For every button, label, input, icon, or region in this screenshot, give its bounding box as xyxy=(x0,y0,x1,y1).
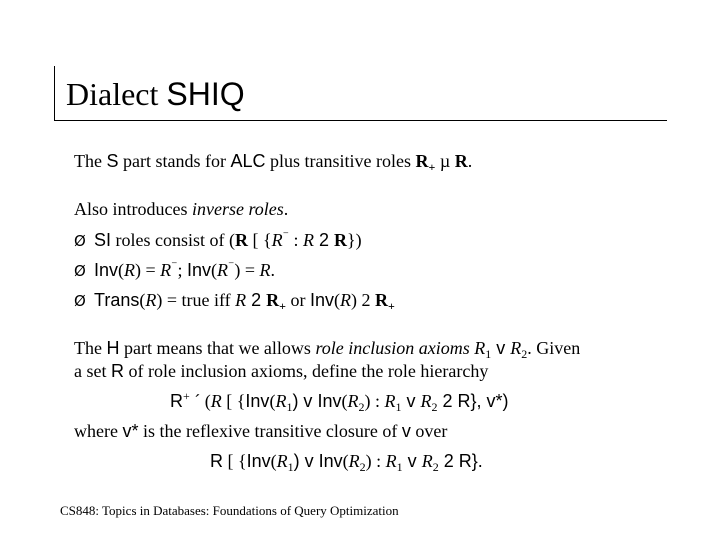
arrow-bullet-icon: Ø xyxy=(74,262,86,280)
slide-footer: CS848: Topics in Databases: Foundations of Query Optimization xyxy=(60,503,399,518)
title-rule-vertical xyxy=(54,66,55,120)
bullet-si-roles: Ø SI roles consist of (R [ {R⁻ : R 2 R}) xyxy=(74,228,362,250)
text-line-s-part: The S part stands for ALC plus transitive roles $R_+$ µ R. xyxy=(74,151,473,174)
bullet-inv: Ø Inv(R) = R⁻; Inv(R⁻) = R. xyxy=(74,258,276,280)
title-rule-horizontal xyxy=(54,120,667,121)
arrow-bullet-icon: Ø xyxy=(74,292,86,310)
arrow-bullet-icon: Ø xyxy=(74,232,86,250)
text-line-h-part: The H part means that we allows role inclusion axioms $R_1$ v $R_2$. Given xyxy=(74,338,581,361)
text-line-role-hierarchy: a set R of role inclusion axioms, define the role hierarchy xyxy=(74,361,489,381)
slide-title: Dialect SHIQ xyxy=(66,76,245,112)
formula-role-hierarchy: R+ ´ (R [ {$Inv(R_1)$ v $Inv(R_2)$ : $R_1$ v $R_2$ 2 R}, v*) xyxy=(170,389,509,414)
text-line-closure: where v* is the reflexive transitive closure of v over xyxy=(74,421,448,441)
bullet-trans: Ø Trans(R) = true iff R 2 $R_+$ or Inv(R) 2 $R_+$ xyxy=(74,290,395,313)
formula-closure-set: R [ {$Inv(R_1)$ v $Inv(R_2)$ : $R_1$ v $R_2$ 2 R}. xyxy=(210,451,483,474)
text-line-inverse-roles: Also introduces inverse roles. xyxy=(74,199,289,219)
